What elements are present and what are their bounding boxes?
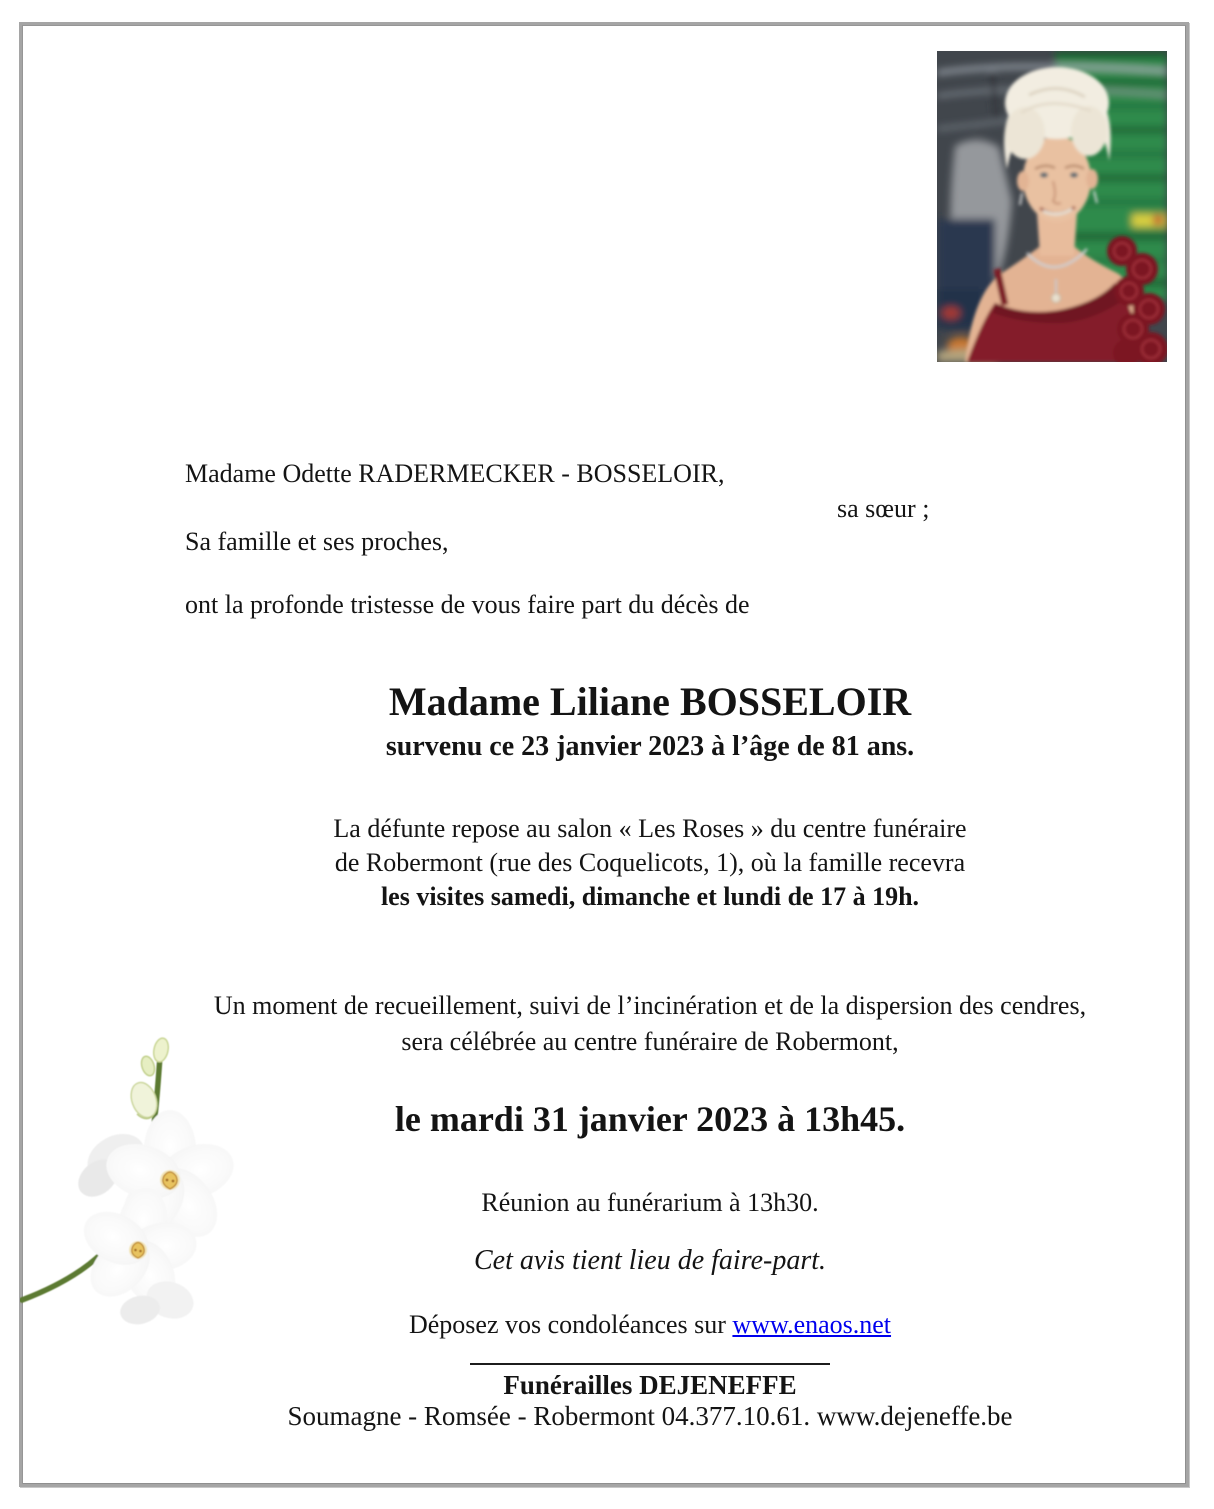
funeral-home-name: Funérailles DEJENEFFE — [503, 1370, 797, 1400]
meeting-line: Réunion au funérarium à 13h30. — [481, 1188, 819, 1217]
intro-line: ont la profonde tristesse de vous faire part du décès de — [185, 590, 750, 619]
ceremony-paragraph — [185, 988, 1115, 1060]
relative-relation-label: sa sœur ; — [837, 494, 930, 523]
condolences-prefix: Déposez vos condoléances sur — [408, 1310, 733, 1339]
funeral-home-contact-line: Soumagne - Romsée - Robermont 04.377.10.61. www.dejeneffe.be — [287, 1401, 1013, 1431]
visits-line: les visites samedi, dimanche et lundi de 17 à 19h. — [380, 882, 920, 911]
notice-line: Cet avis tient lieu de faire-part. — [473, 1245, 826, 1276]
repose-line-2: de Robermont (rue des Coquelicots, 1), où la famille recevra — [334, 848, 966, 877]
repose-paragraph — [185, 812, 1115, 914]
repose-line-1: La défunte repose au salon « Les Roses » du centre funéraire — [333, 814, 967, 843]
enaos-link[interactable]: www.enaos.net — [732, 1310, 892, 1339]
death-date-line: survenu ce 23 janvier 2023 à l’âge de 81 ans. — [385, 731, 915, 762]
announcement-content — [185, 0, 1115, 1509]
deceased-name: Madame Liliane BOSSELOIR — [388, 679, 912, 724]
ceremony-date-line: le mardi 31 janvier 2023 à 13h45. — [394, 1099, 906, 1139]
relative-line-family: Sa famille et ses proches, — [185, 527, 449, 556]
condolences-line — [185, 1308, 1115, 1341]
relative-line-sister-name: Madame Odette RADERMECKER - BOSSELOIR, — [185, 459, 725, 488]
footer-separator-line — [470, 1363, 830, 1365]
ceremony-line-2: sera célébrée au centre funéraire de Robermont, — [401, 1027, 899, 1056]
ceremony-line-1: Un moment de recueillement, suivi de l’incinération et de la dispersion des cendres, — [213, 991, 1087, 1020]
